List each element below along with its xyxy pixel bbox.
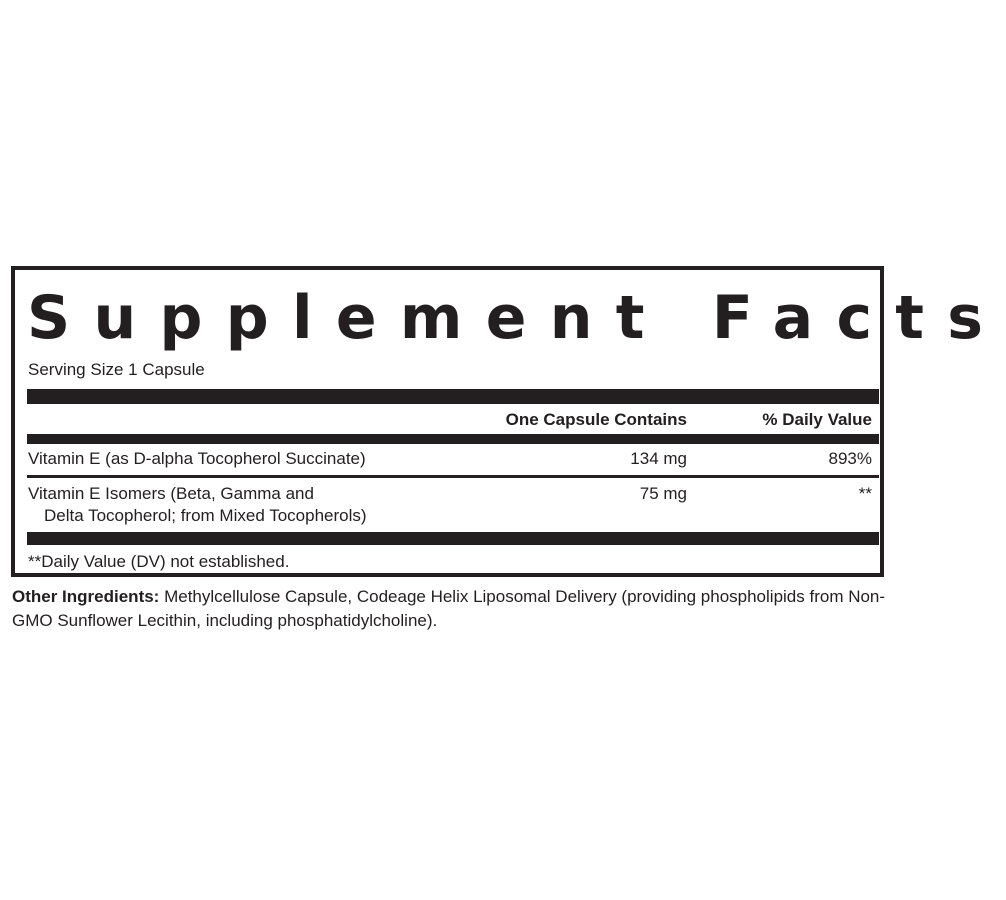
amount-column-header: One Capsule Contains [505, 410, 687, 429]
nutrient-name-vitamin-e-isomers [28, 483, 367, 527]
nutrient-dv-vitamin-e-isomers: ** [858, 484, 872, 503]
other-ingredients-text: Methylcellulose Capsule, Codeage Helix Liposomal Delivery (providing phospholipids from Non-GMO Sunflower Lecithin, including phosphatidylcholine). [12, 587, 886, 630]
daily-value-column-header: % Daily Value [762, 410, 872, 429]
other-ingredients [12, 585, 892, 633]
row-divider [27, 475, 879, 478]
nutrient-amount-vitamin-e-isomers: 75 mg [639, 484, 687, 503]
supplement-facts-panel [11, 266, 1006, 577]
nutrient-name-vitamin-e [28, 448, 366, 470]
nutrient-amount-vitamin-e: 134 mg [630, 449, 687, 468]
nutrient-name-line: Vitamin E Isomers (Beta, Gamma and [28, 484, 314, 503]
other-ingredients-label: Other Ingredients: [12, 587, 160, 606]
thick-divider-bottom [27, 532, 879, 545]
serving-size: Serving Size 1 Capsule [28, 360, 205, 379]
nutrient-name-line: Vitamin E (as D-alpha Tocopherol Succinate) [28, 449, 366, 468]
nutrient-name-line-continued: Delta Tocopherol; from Mixed Tocopherols) [44, 506, 367, 525]
daily-value-footnote: **Daily Value (DV) not established. [28, 552, 290, 571]
thick-divider-top [27, 389, 879, 404]
nutrient-dv-vitamin-e: 893% [828, 449, 872, 468]
panel-title: Supplement Facts [27, 283, 1006, 353]
thick-divider-middle [27, 434, 879, 444]
